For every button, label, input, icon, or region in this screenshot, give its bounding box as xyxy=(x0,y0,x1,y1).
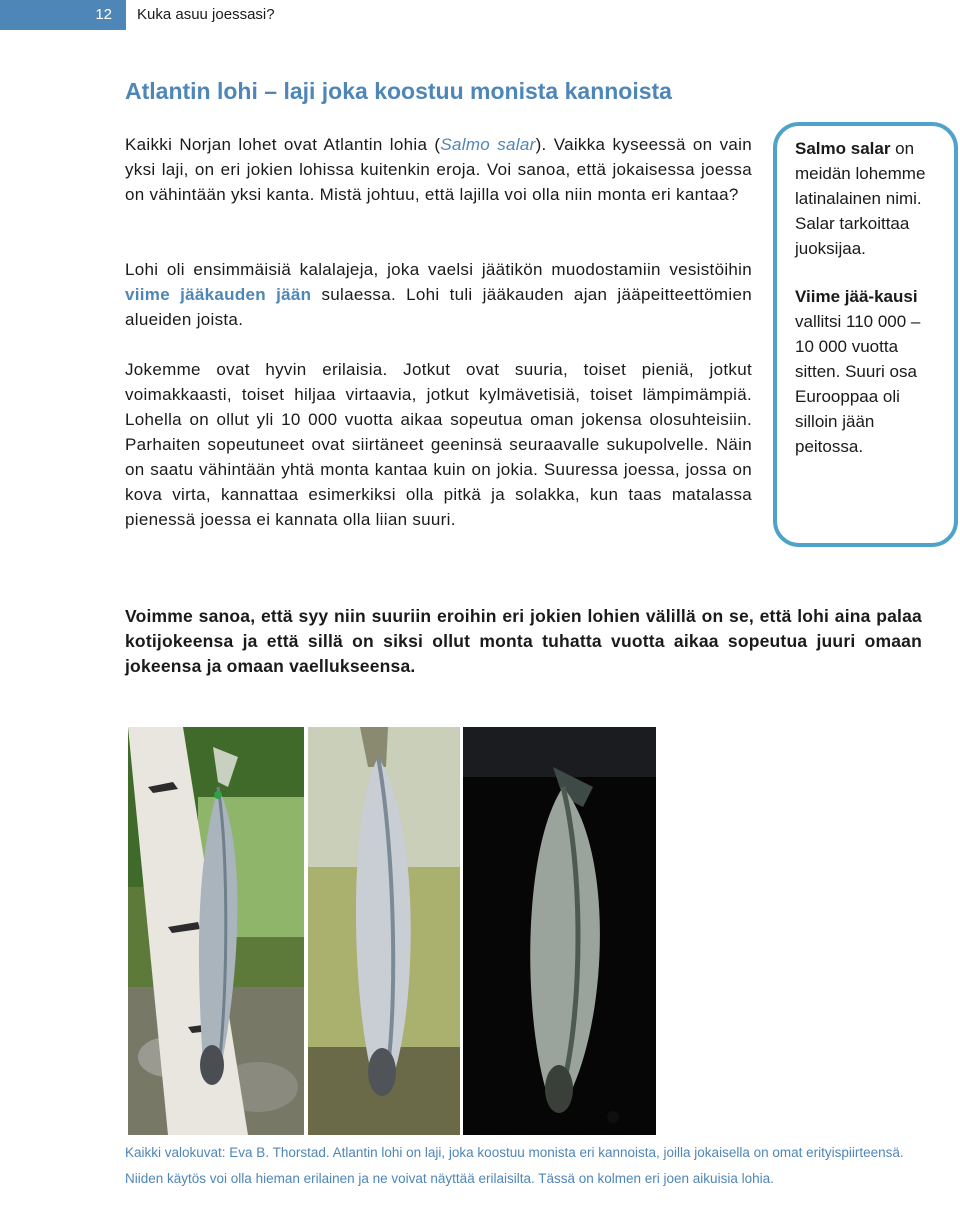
info-term-salmo: Salmo salar xyxy=(795,139,891,158)
page-title: Atlantin lohi – laji joka koostuu monista kannoista xyxy=(125,78,672,104)
paragraph-ice-age xyxy=(125,257,752,332)
paragraph-ice-age-rest: sulaessa. Lohi tuli jääkauden ajan jääpeitteettömien alueiden joista. xyxy=(125,285,752,329)
info-term-ice-age: Viime jää-kausi xyxy=(795,287,918,306)
paragraph-intro xyxy=(125,132,752,207)
info-text-salmo: on meidän lohemme latinalainen nimi. Salar tarkoittaa juoksijaa. xyxy=(795,139,926,258)
ice-age-highlight: viime jääkauden jään xyxy=(125,285,312,304)
species-name: Salmo salar xyxy=(440,135,536,154)
page-number: 12 xyxy=(0,0,126,30)
running-title: Kuka asuu joessasi? xyxy=(137,6,275,23)
info-text-ice-age: vallitsi 110 000 – 10 000 vuotta sitten. Suuri osa Eurooppaa oli silloin jään peitossa. xyxy=(795,312,921,456)
salmon-photo-night xyxy=(463,727,656,1135)
info-box xyxy=(773,122,958,547)
paragraph-intro-start: Kaikki Norjan lohet ovat Atlantin lohia ( xyxy=(125,135,441,154)
salmon-photo-light xyxy=(308,727,460,1135)
photo-caption: Kaikki valokuvat: Eva B. Thorstad. Atlantin lohi on laji, joka koostuu monista eri kannoista, joilla jokaisella on omat erityispiirteensä. Niiden käytös voi olla hieman erilainen ja ne voivat näyttää erilaisilta. Tässä on kolmen eri joen aikuisia lohia. xyxy=(125,1145,904,1186)
paragraph-rivers xyxy=(125,357,752,532)
paragraph-intro-rest: ). Vaikka kyseessä on vain yksi laji, on eri jokien lohissa kuitenkin eroja. Voi sanoa, että jokaisessa joessa on vähintään yksi kanta. Mistä johtuu, että lajilla voi olla niin monta eri kantaa? xyxy=(125,135,752,204)
salmon-photo-birch xyxy=(128,727,304,1135)
paragraph-ice-age-start: Lohi oli ensimmäisiä kalalajeja, joka vaelsi jäätikön muodostamiin vesistöihin xyxy=(125,260,752,279)
conclusion-paragraph: Voimme sanoa, että syy niin suuriin eroihin eri jokien lohien välillä on se, että lohi aina palaa kotijokeensa ja että sillä on siksi ollut monta tuhatta vuotta aikaa sopeutua juuri omaan jokeensa ja omaan vaellukseensa. xyxy=(125,606,922,676)
paragraph-rivers-text: Jokemme ovat hyvin erilaisia. Jotkut ovat suuria, toiset pieniä, jotkut voimakkaasti, toiset hiljaa virtaavia, jotkut kylmävetisiä, toiset lämpimämpiä. Lohella on ollut yli 10 000 vuotta aikaa sopeutua oman jokensa olosuhteisiin. Parhaiten sopeutuneet ovat siirtäneet geeninsä seuraavalle sukupolvelle. Näin on saatu vähintään yhtä monta kantaa kuin on jokia. Suuressa joessa, jossa on kova virta, kannattaa esimerkiksi olla pitkä ja solakka, kun taas matalassa pienessä joessa ei kannata olla liian suuri. xyxy=(125,360,752,529)
